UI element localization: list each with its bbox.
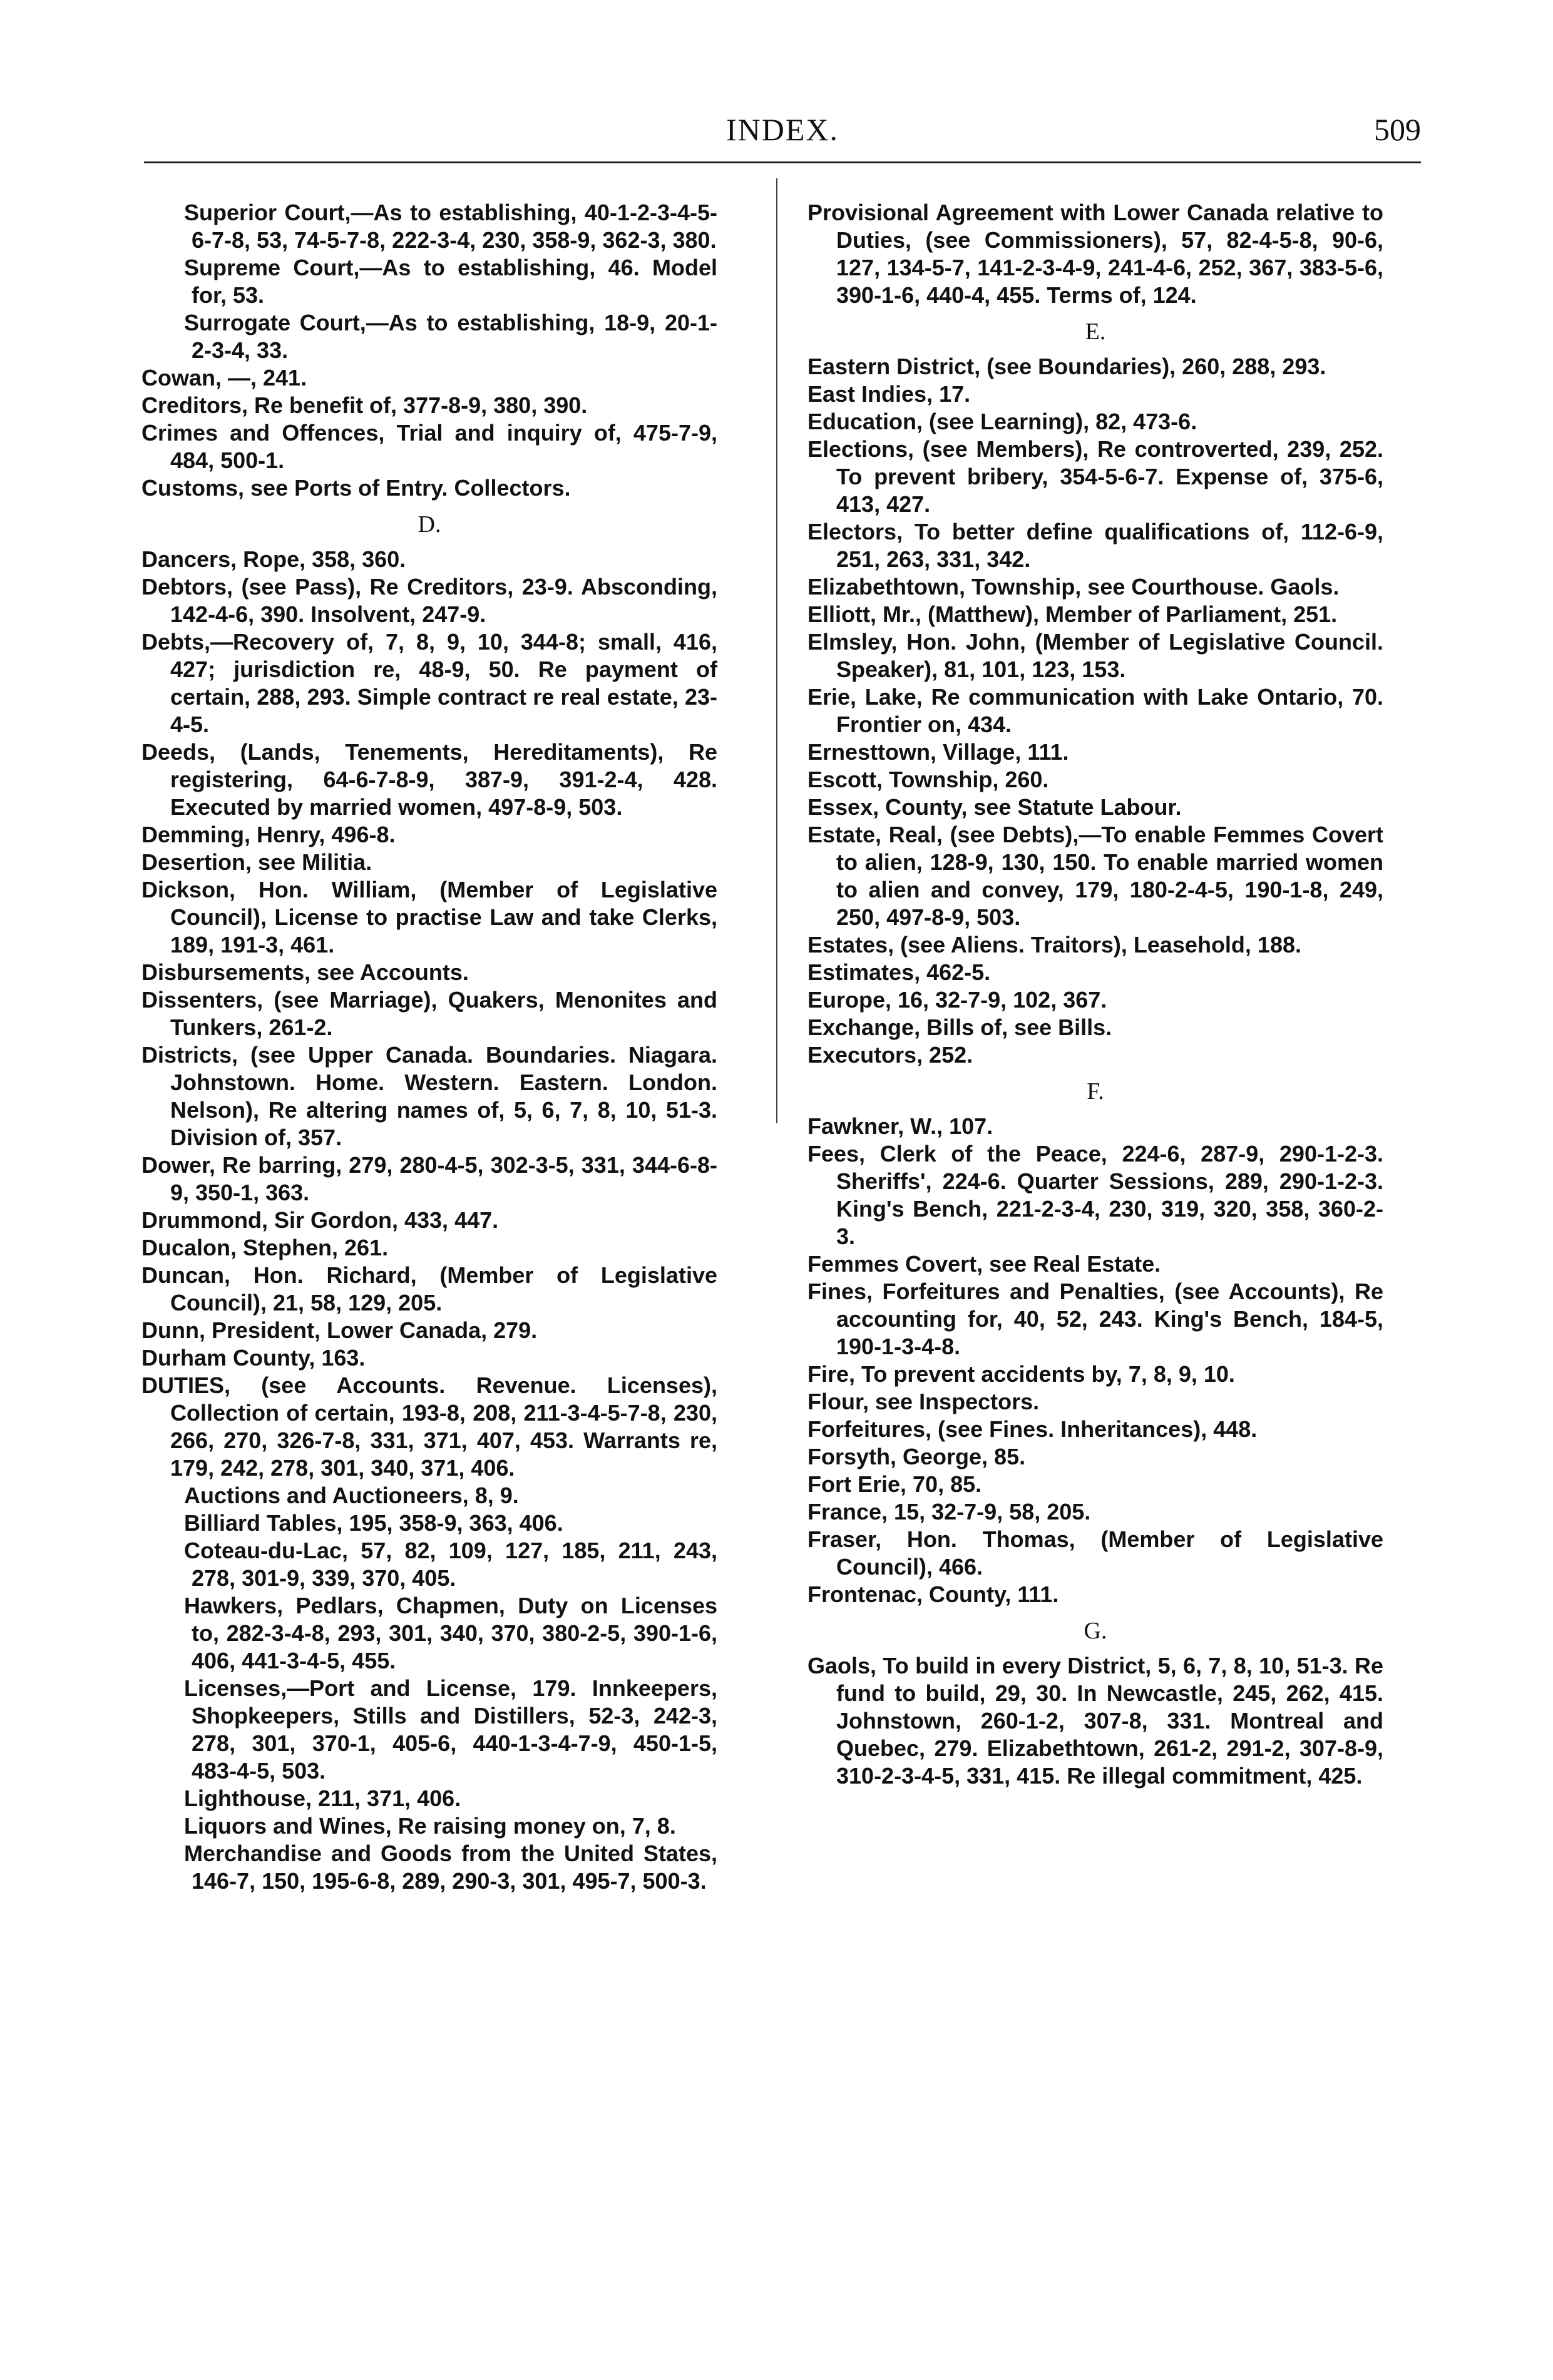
index-entry: Desertion, see Militia. [141, 849, 372, 875]
index-entry: Forsyth, George, 85. [807, 1444, 1026, 1469]
index-entry: Districts, (see Upper Canada. Boundaries. Niagara. Johnstown. Home. Western. Eastern. London. Nelson), Re altering names of, 5, 6, 7, 8, 10, 51-3. Division of, 357. [141, 1042, 717, 1150]
index-entry: Fines, Forfeitures and Penalties, (see Accounts), Re accounting for, 40, 52, 243. King's Bench, 184-5, 190-1-3-4-8. [807, 1279, 1383, 1359]
index-entry: Frontenac, County, 111. [807, 1581, 1059, 1607]
index-entry: Fees, Clerk of the Peace, 224-6, 287-9, 290-1-2-3. Sheriffs', 224-6. Quarter Sessions, 289, 290-1-2-3. King's Bench, 221-2-3-4, 230, 319, 320, 358, 360-2-3. [807, 1141, 1383, 1249]
index-entry: Fire, To prevent accidents by, 7, 8, 9, 10. [807, 1361, 1235, 1387]
index-entry: Flour, see Inspectors. [807, 1389, 1040, 1414]
index-entry: Debtors, (see Pass), Re Creditors, 23-9. Absconding, 142-4-6, 390. Insolvent, 247-9. [141, 574, 717, 627]
index-subentry: Licenses,—Port and License, 179. Innkeepers, Shopkeepers, Stills and Distillers, 52-3, 242-3, 278, 301, 370-1, 405-6, 440-1-3-4-7-9, 450-1-5, 483-4-5, 503. [184, 1675, 717, 1784]
index-entry: Dissenters, (see Marriage), Quakers, Menonites and Tunkers, 261-2. [141, 987, 717, 1040]
index-subentry: Billiard Tables, 195, 358-9, 363, 406. [184, 1510, 563, 1536]
header-rule [144, 161, 1421, 163]
section-letter: D. [418, 511, 441, 538]
section-letter: G. [1084, 1618, 1107, 1644]
page-number: 509 [1374, 112, 1421, 147]
index-entry: Gaols, To build in every District, 5, 6, 7, 8, 10, 51-3. Re fund to build, 29, 30. In Newcastle, 245, 262, 415. Johnstown, 260-1-2, 307-8, 331. Montreal and Quebec, 279. Elizabethtown, 261-2, 291-2, 307-8-9, 310-2-3-4-5, 331, 415. Re illegal commitment, 425. [807, 1653, 1383, 1789]
page-title: INDEX. [725, 112, 839, 147]
index-entry: Creditors, Re benefit of, 377-8-9, 380, 390. [141, 392, 588, 418]
index-entry: Durham County, 163. [141, 1345, 366, 1371]
index-entry: Drummond, Sir Gordon, 433, 447. [141, 1207, 499, 1233]
index-entry: Fort Erie, 70, 85. [807, 1471, 982, 1497]
index-subentry: Merchandise and Goods from the United States, 146-7, 150, 195-6-8, 289, 290-3, 301, 495-7, 500-3. [184, 1841, 717, 1894]
index-entry: France, 15, 32-7-9, 58, 205. [807, 1499, 1091, 1525]
index-entry: Provisional Agreement with Lower Canada relative to Duties, (see Commissioners), 57, 82-4-5-8, 90-6, 127, 134-5-7, 141-2-3-4-9, 241-4-6, 252, 367, 383-5-6, 390-1-6, 440-4, 455. Terms of, 124. [807, 200, 1383, 308]
index-entry: Dickson, Hon. William, (Member of Legislative Council), License to practise Law and take Clerks, 189, 191-3, 461. [141, 877, 717, 958]
index-subentry: Auctions and Auctioneers, 8, 9. [184, 1483, 519, 1508]
index-subentry: Liquors and Wines, Re raising money on, 7, 8. [184, 1813, 676, 1839]
index-subentry: Lighthouse, 211, 371, 406. [184, 1785, 461, 1811]
index-entry: Essex, County, see Statute Labour. [807, 794, 1182, 820]
index-subentry: Coteau-du-Lac, 57, 82, 109, 127, 185, 211, 243, 278, 301-9, 339, 370, 405. [184, 1538, 717, 1591]
index-entry: East Indies, 17. [807, 381, 971, 407]
index-entry: Cowan, —, 241. [141, 365, 307, 391]
section-letter: F. [1087, 1078, 1104, 1105]
index-entry: Forfeitures, (see Fines. Inheritances), 448. [807, 1416, 1258, 1442]
index-subentry: Hawkers, Pedlars, Chapmen, Duty on Licenses to, 282-3-4-8, 293, 301, 340, 370, 380-2-5, 390-1-6, 406, 441-3-4-5, 455. [184, 1593, 717, 1673]
index-subentry: Supreme Court,—As to establishing, 46. Model for, 53. [184, 255, 717, 308]
index-subentry: Surrogate Court,—As to establishing, 18-9, 20-1-2-3-4, 33. [184, 310, 717, 363]
index-entry: Erie, Lake, Re communication with Lake Ontario, 70. Frontier on, 434. [807, 684, 1383, 737]
index-entry: Estimates, 462-5. [807, 959, 991, 985]
index-entry: Deeds, (Lands, Tenements, Hereditaments), Re registering, 64-6-7-8-9, 387-9, 391-2-4, 428. Executed by married women, 497-8-9, 503. [141, 739, 717, 820]
left-column [141, 199, 717, 1895]
index-entry: Duncan, Hon. Richard, (Member of Legislative Council), 21, 58, 129, 205. [141, 1262, 717, 1315]
index-entry: Executors, 252. [807, 1042, 973, 1068]
index-entry: Elizabethtown, Township, see Courthouse. Gaols. [807, 574, 1340, 600]
index-entry: Europe, 16, 32-7-9, 102, 367. [807, 987, 1107, 1013]
index-entry: DUTIES, (see Accounts. Revenue. Licenses), Collection of certain, 193-8, 208, 211-3-4-5-7-8, 230, 266, 270, 326-7-8, 331, 371, 407, 453. Warrants re, 179, 242, 278, 301, 340, 371, 406. [141, 1372, 717, 1481]
index-entry: Fraser, Hon. Thomas, (Member of Legislative Council), 466. [807, 1526, 1383, 1580]
index-entry: Education, (see Learning), 82, 473-6. [807, 409, 1197, 434]
index-entry: Dower, Re barring, 279, 280-4-5, 302-3-5, 331, 344-6-8-9, 350-1, 363. [141, 1152, 717, 1205]
index-entry: Elections, (see Members), Re controverted, 239, 252. To prevent bribery, 354-5-6-7. Expense of, 375-6, 413, 427. [807, 436, 1383, 517]
right-column [807, 199, 1383, 1790]
index-entry: Elmsley, Hon. John, (Member of Legislative Council. Speaker), 81, 101, 123, 153. [807, 629, 1383, 682]
index-entry: Demming, Henry, 496-8. [141, 822, 396, 847]
section-letter: E. [1085, 319, 1106, 345]
index-entry: Ernesttown, Village, 111. [807, 739, 1069, 765]
index-entry: Escott, Township, 260. [807, 767, 1049, 792]
index-entry: Dancers, Rope, 358, 360. [141, 546, 406, 572]
page-header [144, 111, 1421, 155]
index-entry: Estate, Real, (see Debts),—To enable Femmes Covert to alien, 128-9, 130, 150. To enable married women to alien and convey, 179, 180-2-4-5, 190-1-8, 249, 250, 497-8-9, 503. [807, 822, 1383, 930]
index-entry: Crimes and Offences, Trial and inquiry of, 475-7-9, 484, 500-1. [141, 420, 717, 473]
column-divider [776, 178, 777, 1123]
index-subentry: Superior Court,—As to establishing, 40-1-2-3-4-5-6-7-8, 53, 74-5-7-8, 222-3-4, 230, 358-9, 362-3, 380. [184, 200, 717, 253]
index-entry: Electors, To better define qualifications of, 112-6-9, 251, 263, 331, 342. [807, 519, 1383, 572]
index-entry: Fawkner, W., 107. [807, 1113, 993, 1139]
index-entry: Elliott, Mr., (Matthew), Member of Parliament, 251. [807, 601, 1338, 627]
index-entry: Eastern District, (see Boundaries), 260, 288, 293. [807, 354, 1326, 379]
index-entry: Exchange, Bills of, see Bills. [807, 1014, 1112, 1040]
index-entry: Femmes Covert, see Real Estate. [807, 1251, 1161, 1277]
index-entry: Ducalon, Stephen, 261. [141, 1235, 389, 1260]
index-entry: Debts,—Recovery of, 7, 8, 9, 10, 344-8; small, 416, 427; jurisdiction re, 48-9, 50. Re payment of certain, 288, 293. Simple contract re real estate, 23-4-5. [141, 629, 717, 737]
index-entry: Customs, see Ports of Entry. Collectors. [141, 475, 571, 501]
index-entry: Disbursements, see Accounts. [141, 959, 469, 985]
index-entry: Estates, (see Aliens. Traitors), Leasehold, 188. [807, 932, 1301, 958]
index-entry: Dunn, President, Lower Canada, 279. [141, 1317, 538, 1343]
